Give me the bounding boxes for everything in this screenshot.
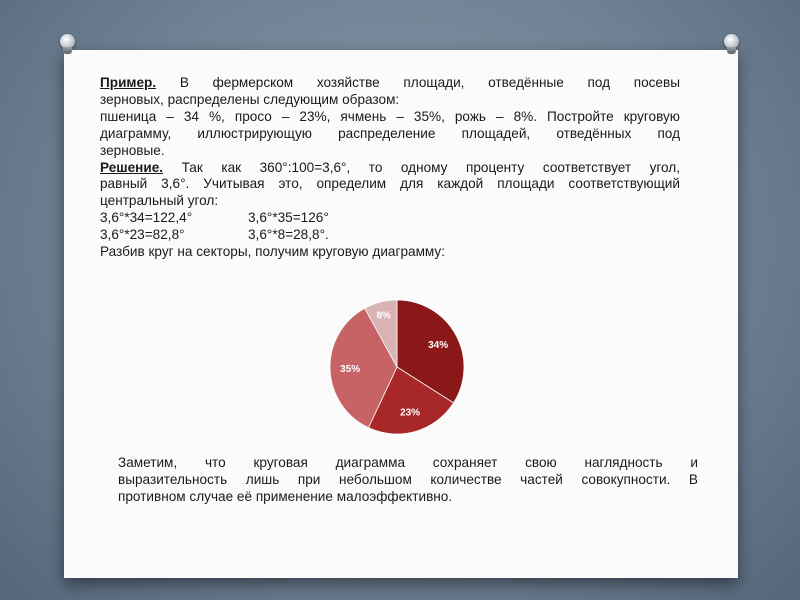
calc-item: 3,6°*34=122,4°: [100, 210, 193, 226]
note-line-1: Заметим, что круговая диаграмма сохраняет свою наглядность и: [118, 455, 698, 470]
solution-line-3: центральный угол:: [100, 193, 219, 209]
pie-slice-label: 8%: [376, 310, 391, 322]
solution-conclusion: Разбив круг на секторы, получим круговую диаграмму:: [100, 244, 445, 260]
solution-line-2: равный 3,6°. Учитывая это, определим для каждой площади соответствующий: [100, 176, 680, 192]
pie-chart: [328, 298, 466, 436]
example-line-4: диаграмму, иллюстрирующую распределение площадей, отведённых под: [100, 125, 680, 141]
example-line-1: Пример. В фермерском хозяйстве площади, отведённые под посевы: [100, 75, 680, 90]
calc-item: 3,6°*35=126°: [248, 210, 329, 226]
example-label: Пример.: [100, 75, 157, 90]
pie-slice-label: 34%: [428, 339, 449, 351]
pushpin-icon: [724, 34, 739, 49]
example-line-2: зерновых, распределены следующим образом:: [100, 91, 400, 107]
note-line-2: выразительность лишь при небольшом количестве частей совокупности. В: [118, 471, 698, 487]
solution-line-1: Решение. Так как 360°:100=3,6°, то одному проценту соответствует угол,: [100, 159, 680, 175]
pie-slice-label: 23%: [400, 407, 421, 419]
calc-item: 3,6°*23=82,8°: [100, 227, 185, 243]
calc-row: [100, 210, 680, 227]
calc-item: 3,6°*8=28,8°.: [248, 227, 329, 243]
pie-slice-label: 35%: [340, 363, 361, 375]
example-line-5: зерновые.: [100, 142, 165, 158]
note-text: [118, 455, 698, 506]
calc-row: [100, 227, 680, 244]
problem-text: [100, 75, 680, 261]
solution-label: Решение.: [100, 159, 164, 175]
note-line-3: противном случае её применение малоэффективно.: [118, 488, 453, 504]
pushpin-icon: [60, 34, 75, 49]
example-line-3: пшеница – 34 %, просо – 23%, ячмень – 35%, рожь – 8%. Постройте круговую: [100, 108, 680, 124]
